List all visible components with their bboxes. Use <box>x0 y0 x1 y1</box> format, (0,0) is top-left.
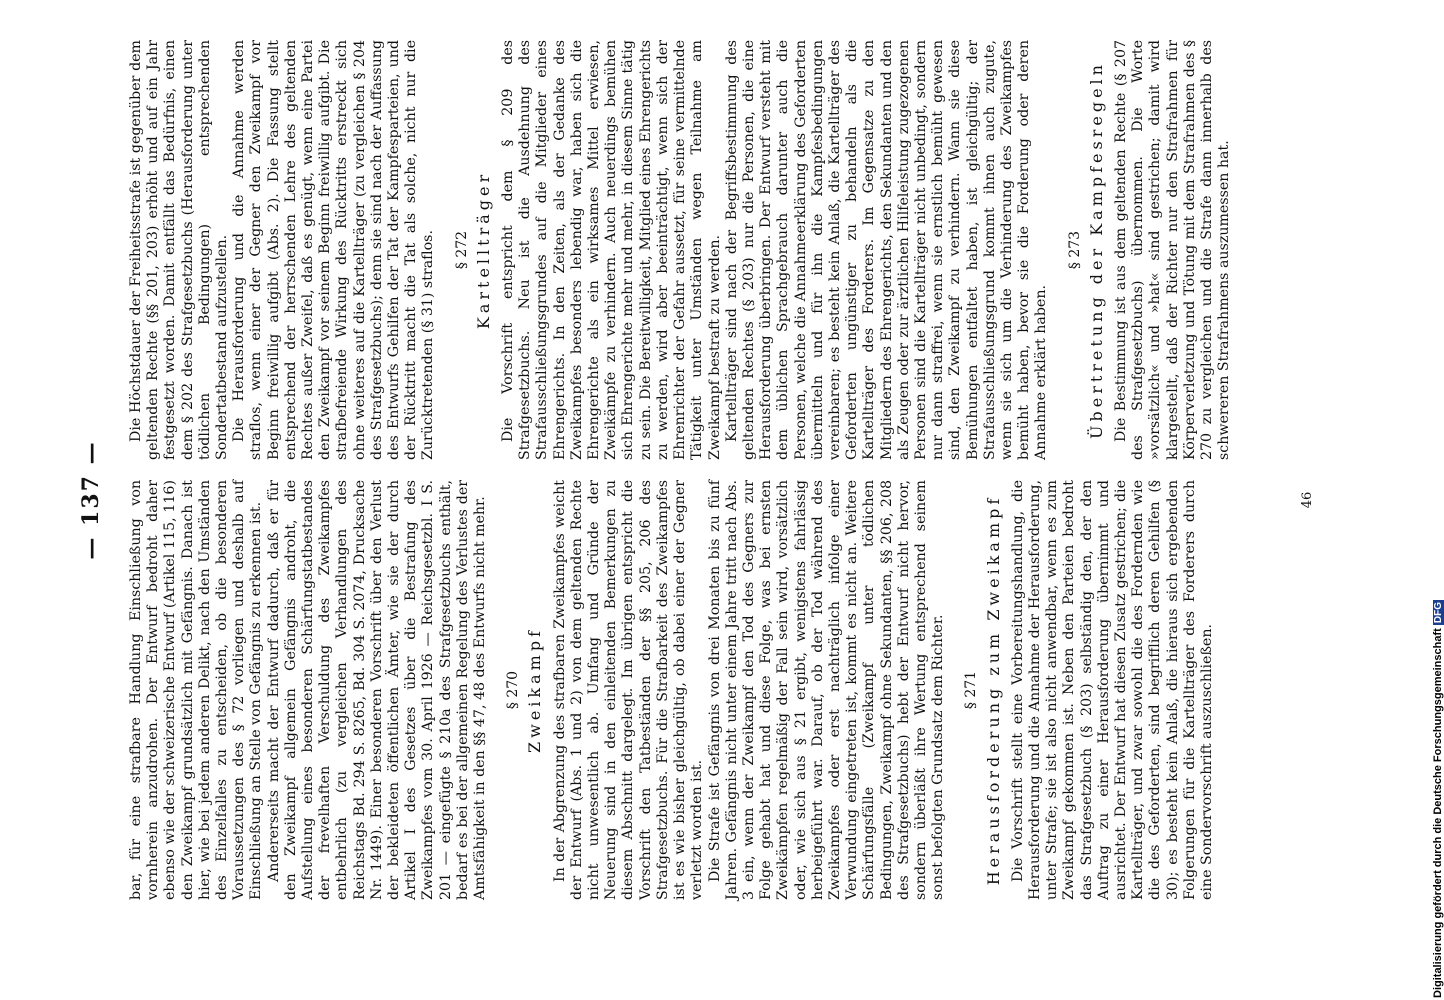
section-heading: Zweikampf <box>525 627 545 753</box>
section-heading: Übertretung der Kampfesregeln <box>1086 61 1106 439</box>
paragraph: Die Vorschrift entspricht dem § 209 des Strafgesetzbuchs. Neu ist die Ausdehnung des Strafausschließungsgrundes auf die Mitglieder eines Ehrengerichts. In den Zeiten, als der Gedanke des Zweikampfes besonders lebendig war, haben sich die Ehrengerichte als ein wirksames Mittel erwiesen, Zweikämpfe zu verhindern. Auch neuerdings bemühen sich Ehrengerichte mehr und mehr, in diesem Sinne tätig zu sein. Die Bereitwilligkeit, Mitglied eines Ehrengerichts zu werden, wird aber beeinträchtigt, wenn sich der Ehrenrichter der Gefahr aussetzt, für seine vermittelnde Tätigkeit unter Umständen wegen Teilnahme am Zweikampf bestraft zu werden. <box>500 40 723 460</box>
digitization-note-label: Digitalisierung gefördert durch die Deutsche Forschungsgemeinschaft <box>1432 628 1444 998</box>
paragraph: bar, für eine strafbare Handlung Einschließung von vornherein anzudrohen. Der Entwurf bedroht daher ebenso wie der schweizerische Entwurf (Artikel 115, 116) den Zweikampf grundsätzlich mit Gefängnis. Danach ist hier, wie bei jedem anderen Delikt, nach den Umständen des Einzelfalles zu entscheiden, ob die besonderen Voraussetzungen des § 72 vorliegen und deshalb auf Einschließung an Stelle von Gefängnis zu erkennen ist. <box>128 480 265 900</box>
paragraph: Die Vorschrift stellt eine Vorbereitungshandlung, die Herausforderung und die Annahme der Herausforderung, unter Strafe; sie ist also nicht anwendbar, wenn es zum Zweikampf gekommen ist. Neben den Parteien bedroht das Strafgesetzbuch (§ 203) selbständig den, der den Auftrag zu einer Herausforderung übernimmt und ausrichtet. Der Entwurf hat diesen Zusatz gestrichen; die Kartellträger, und zwar sowohl die des Fordernden wie die des Geforderten, sind begrifflich deren Gehilfen (§ 30); es besteht kein Anlaß, die hieraus sich ergebenden Folgerungen für die Kartellträger des Forderers durch eine Sondervorschrift auszuschließen. <box>1009 480 1215 900</box>
section-number: § 270 <box>505 670 522 710</box>
paragraph: Die Strafe ist Gefängnis von drei Monaten bis zu fünf Jahren. Gefängnis nicht unter einem Jahre tritt nach Abs. 3 ein, wenn der Zweikampf den Tod des Gegners zur Folge gehabt hat und diese Folge, was bei ernsten Zweikämpfen regelmäßig der Fall sein wird, vorsätzlich oder, wie sich aus § 21 ergibt, wenigstens fahrlässig herbeigeführt war. Darauf, ob der Tod während des Zweikampfes oder erst nachträglich infolge einer Verwundung eingetreten ist, kommt es nicht an. Weitere Schärfungsfälle (Zweikampf unter tödlichen Bedingungen, Zweikampf ohne Sekundanten, §§ 206, 208 des Strafgesetzbuchs) hebt der Entwurf nicht hervor, sondern überläßt ihre Wertung entsprechend seinem sonst befolgten Grundsatz dem Richter. <box>706 480 947 900</box>
section-number: § 271 <box>963 670 980 710</box>
paragraph: Die Bestimmung ist aus dem geltenden Rechte (§ 207 des Strafgesetzbuchs) übernommen. Die Worte »vorsätzlich« und »hat« sind gestrichen; damit wird klargestellt, daß der Richter nur den Strafrahmen für Körperverletzung und Tötung mit dem Strafrahmen des § 270 zu vergleichen und die Strafe dann innerhalb des schwereren Strafrahmens auszumessen hat. <box>1112 40 1233 460</box>
paragraph: Die Höchstdauer der Freiheitsstrafe ist gegenüber dem geltenden Rechte (§§ 201, 203) erhöht und auf ein Jahr festgesetzt worden. Damit entfällt das Bedürfnis, einen dem § 202 des Strafgesetzbuchs (Herausforderung unter tödlichen Bedingungen) entsprechenden Sondertatbestand aufzustellen. <box>128 40 231 460</box>
right-column <box>128 40 1233 460</box>
digitization-note-text <box>1432 600 1444 998</box>
section-number: § 273 <box>1066 230 1083 270</box>
paragraph: Die Herausforderung und die Annahme werden straflos, wenn einer der Gegner den Zweikampf vor Beginn freiwillig aufgibt (Abs. 2). Die Fassung stellt entsprechend der herrschenden Lehre des geltenden Rechtes außer Zweifel, daß es genügt, wenn eine Partei den Zweikampf vor seinem Beginn freiwillig aufgibt. Die strafbefreiende Wirkung des Rücktritts erstreckt sich ohne weiteres auf die Kartellträger (zu vergleichen § 204 des Strafgesetzbuchs); denn sie sind nach der Auffassung des Entwurfs Gehilfen der Tat der Kampfesparteien, und der Rücktritt macht die Tat als solche, nicht nur die Zurücktretenden (§ 31) straflos. <box>231 40 437 460</box>
page-number: — 137 — <box>78 440 104 560</box>
dfg-logo: DFG <box>1433 602 1444 624</box>
digitization-note <box>1420 8 1444 998</box>
left-column <box>128 480 1216 900</box>
paragraph: Kartellträger sind nach der Begriffsbestimmung des geltenden Rechtes (§ 203) nur die Personen, die eine Herausforderung überbringen. Der Entwurf versteht mit dem üblichen Sprachgebrauch darunter auch die Personen, welche die Annahmeerklärung des Geforderten übermitteln und für ihn die Kampfesbedingungen vereinbaren; es besteht kein Anlaß, die Kartellträger des Geforderten ungünstiger zu behandeln als die Kartellträger des Forderers. Im Gegensatze zu den Mitgliedern des Ehrengerichts, den Sekundanten und den als Zeugen oder zur ärztlichen Hilfeleistung zugezogenen Personen sind die Kartellträger nicht unbedingt, sondern nur dann straffrei, wenn sie ernstlich bemüht gewesen sind, den Zweikampf zu verhindern. Wann sie diese Bemühungen entfaltet haben, ist gleichgültig; der Strafausschließungsgrund kommt ihnen auch zugute, wenn sie sich um die Verhinderung des Zweikampfes bemüht haben, bevor sie die Forderung oder deren Annahme erklärt haben. <box>723 40 1050 460</box>
paragraph: In der Abgrenzung des strafbaren Zweikampfes weicht der Entwurf (Abs. 1 und 2) von dem geltenden Rechte nicht unwesentlich ab. Umfang und Gründe der Neuerung sind in den einleitenden Bemerkungen zu diesem Abschnitt dargelegt. Im übrigen entspricht die Vorschrift den Tatbeständen der §§ 205, 206 des Strafgesetzbuchs. Für die Strafbarkeit des Zweikampfes ist es wie bisher gleichgültig, ob dabei einer der Gegner verletzt worden ist. <box>551 480 706 900</box>
section-number: § 272 <box>453 230 470 270</box>
section-heading: Kartellträger <box>473 170 493 330</box>
footer-number: 46 <box>1300 491 1315 509</box>
paragraph: Andererseits macht der Entwurf dadurch, daß er für den Zweikampf allgemein Gefängnis androht, die Aufstellung eines besonderen Schärfungstatbestandes der frevelhaften Verschuldung des Zweikampfes entbehrlich (zu vergleichen Verhandlungen des Reichstags Bd. 294 S. 8265, Bd. 304 S. 2074, Drucksache Nr. 1449). Einer besonderen Vorschrift über den Verlust der bekleideten öffentlichen Ämter, wie sie der durch Artikel I des Gesetzes über die Bestrafung des Zweikampfes vom 30. April 1926 — Reichsgesetzbl. I S. 201 — eingefügte § 210a des Strafgesetzbuchs enthält, bedarf es bei der allgemeinen Regelung des Verlustes der Amtsfähigkeit in den §§ 47, 48 des Entwurfs nicht mehr. <box>265 480 489 900</box>
section-heading: Herausforderung zum Zweikampf <box>983 494 1003 886</box>
